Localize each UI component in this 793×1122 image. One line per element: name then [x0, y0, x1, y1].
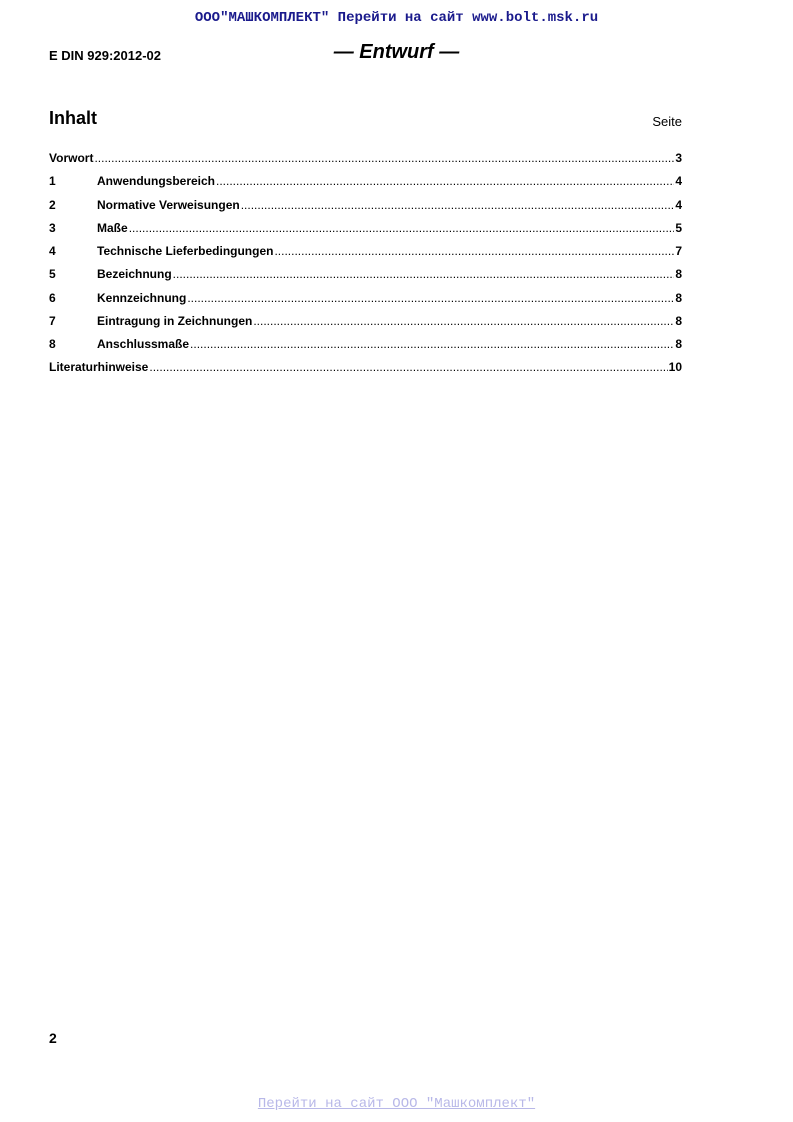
toc-entry-page: 4 — [675, 174, 682, 189]
toc-heading: Inhalt — [49, 108, 97, 128]
toc-leader-dots — [94, 151, 674, 165]
toc-leader-dots — [187, 291, 674, 305]
page-number: 2 — [49, 1030, 57, 1046]
toc-entry-literaturhinweise[interactable] — [49, 360, 682, 383]
toc-entry-title: Vorwort — [49, 151, 94, 165]
toc-entry-number: 4 — [49, 244, 56, 258]
toc-entry-title: Kennzeichnung — [97, 290, 187, 305]
toc-entry-title: Bezeichnung — [97, 267, 172, 282]
toc-entry-page: 8 — [675, 267, 682, 282]
toc-leader-dots — [216, 174, 674, 188]
toc-entry-anwendungsbereich[interactable] — [49, 174, 682, 197]
toc-entry-title: Eintragung in Zeichnungen — [97, 313, 253, 328]
toc-leader-dots — [173, 267, 675, 281]
page-column-label: Seite — [652, 114, 682, 129]
toc-leader-dots — [190, 337, 674, 351]
toc-leader-dots — [149, 360, 667, 374]
toc-entry-technische-lieferbedingungen[interactable] — [49, 244, 682, 267]
toc-entry-page: 10 — [668, 360, 682, 375]
toc-entry-number: 7 — [49, 313, 56, 328]
bottom-site-link[interactable]: Перейти на сайт ООО "Машкомплект" — [257, 1096, 536, 1112]
toc-entry-page: 4 — [675, 197, 682, 212]
toc-entry-number: 8 — [49, 337, 56, 351]
toc-entry-masse[interactable] — [49, 221, 682, 244]
toc-entry-bezeichnung[interactable] — [49, 267, 682, 290]
toc-entry-number: 6 — [49, 290, 56, 305]
toc-leader-dots — [274, 244, 674, 258]
top-banner-link[interactable]: ООО"МАШКОМПЛЕКТ" Перейти на сайт www.bolt.msk.ru — [194, 10, 599, 26]
toc-entry-title: Technische Lieferbedingungen — [97, 244, 274, 258]
draft-mark: — Entwurf — — [333, 41, 460, 63]
toc-entry-vorwort[interactable] — [49, 151, 682, 174]
toc-leader-dots — [253, 314, 674, 328]
toc-entry-page: 8 — [675, 290, 682, 305]
toc-entry-page: 7 — [675, 244, 682, 258]
toc-entry-title: Anwendungsbereich — [97, 174, 216, 189]
toc-entry-page: 8 — [675, 337, 682, 351]
toc-entry-anschlussmasse[interactable] — [49, 337, 682, 360]
toc-entry-title: Normative Verweisungen — [97, 197, 240, 212]
toc-entry-page: 5 — [675, 220, 682, 235]
toc-entry-title: Literaturhinweise — [49, 360, 149, 375]
toc-entry-kennzeichnung[interactable] — [49, 291, 682, 314]
toc-leader-dots — [129, 221, 675, 235]
toc-entry-normative-verweisungen[interactable] — [49, 198, 682, 221]
toc-entry-number: 5 — [49, 267, 56, 282]
toc-entry-title: Anschlussmaße — [97, 337, 190, 351]
table-of-contents — [49, 151, 682, 384]
toc-entry-number: 2 — [49, 197, 56, 212]
toc-entry-title: Maße — [97, 220, 128, 235]
toc-entry-eintragung-in-zeichnungen[interactable] — [49, 314, 682, 337]
toc-entry-page: 8 — [675, 313, 682, 328]
toc-entry-number: 1 — [49, 174, 56, 189]
toc-entry-page: 3 — [675, 151, 682, 165]
toc-leader-dots — [241, 198, 675, 212]
document-id: E DIN 929:2012-02 — [49, 48, 162, 63]
toc-entry-number: 3 — [49, 220, 56, 235]
